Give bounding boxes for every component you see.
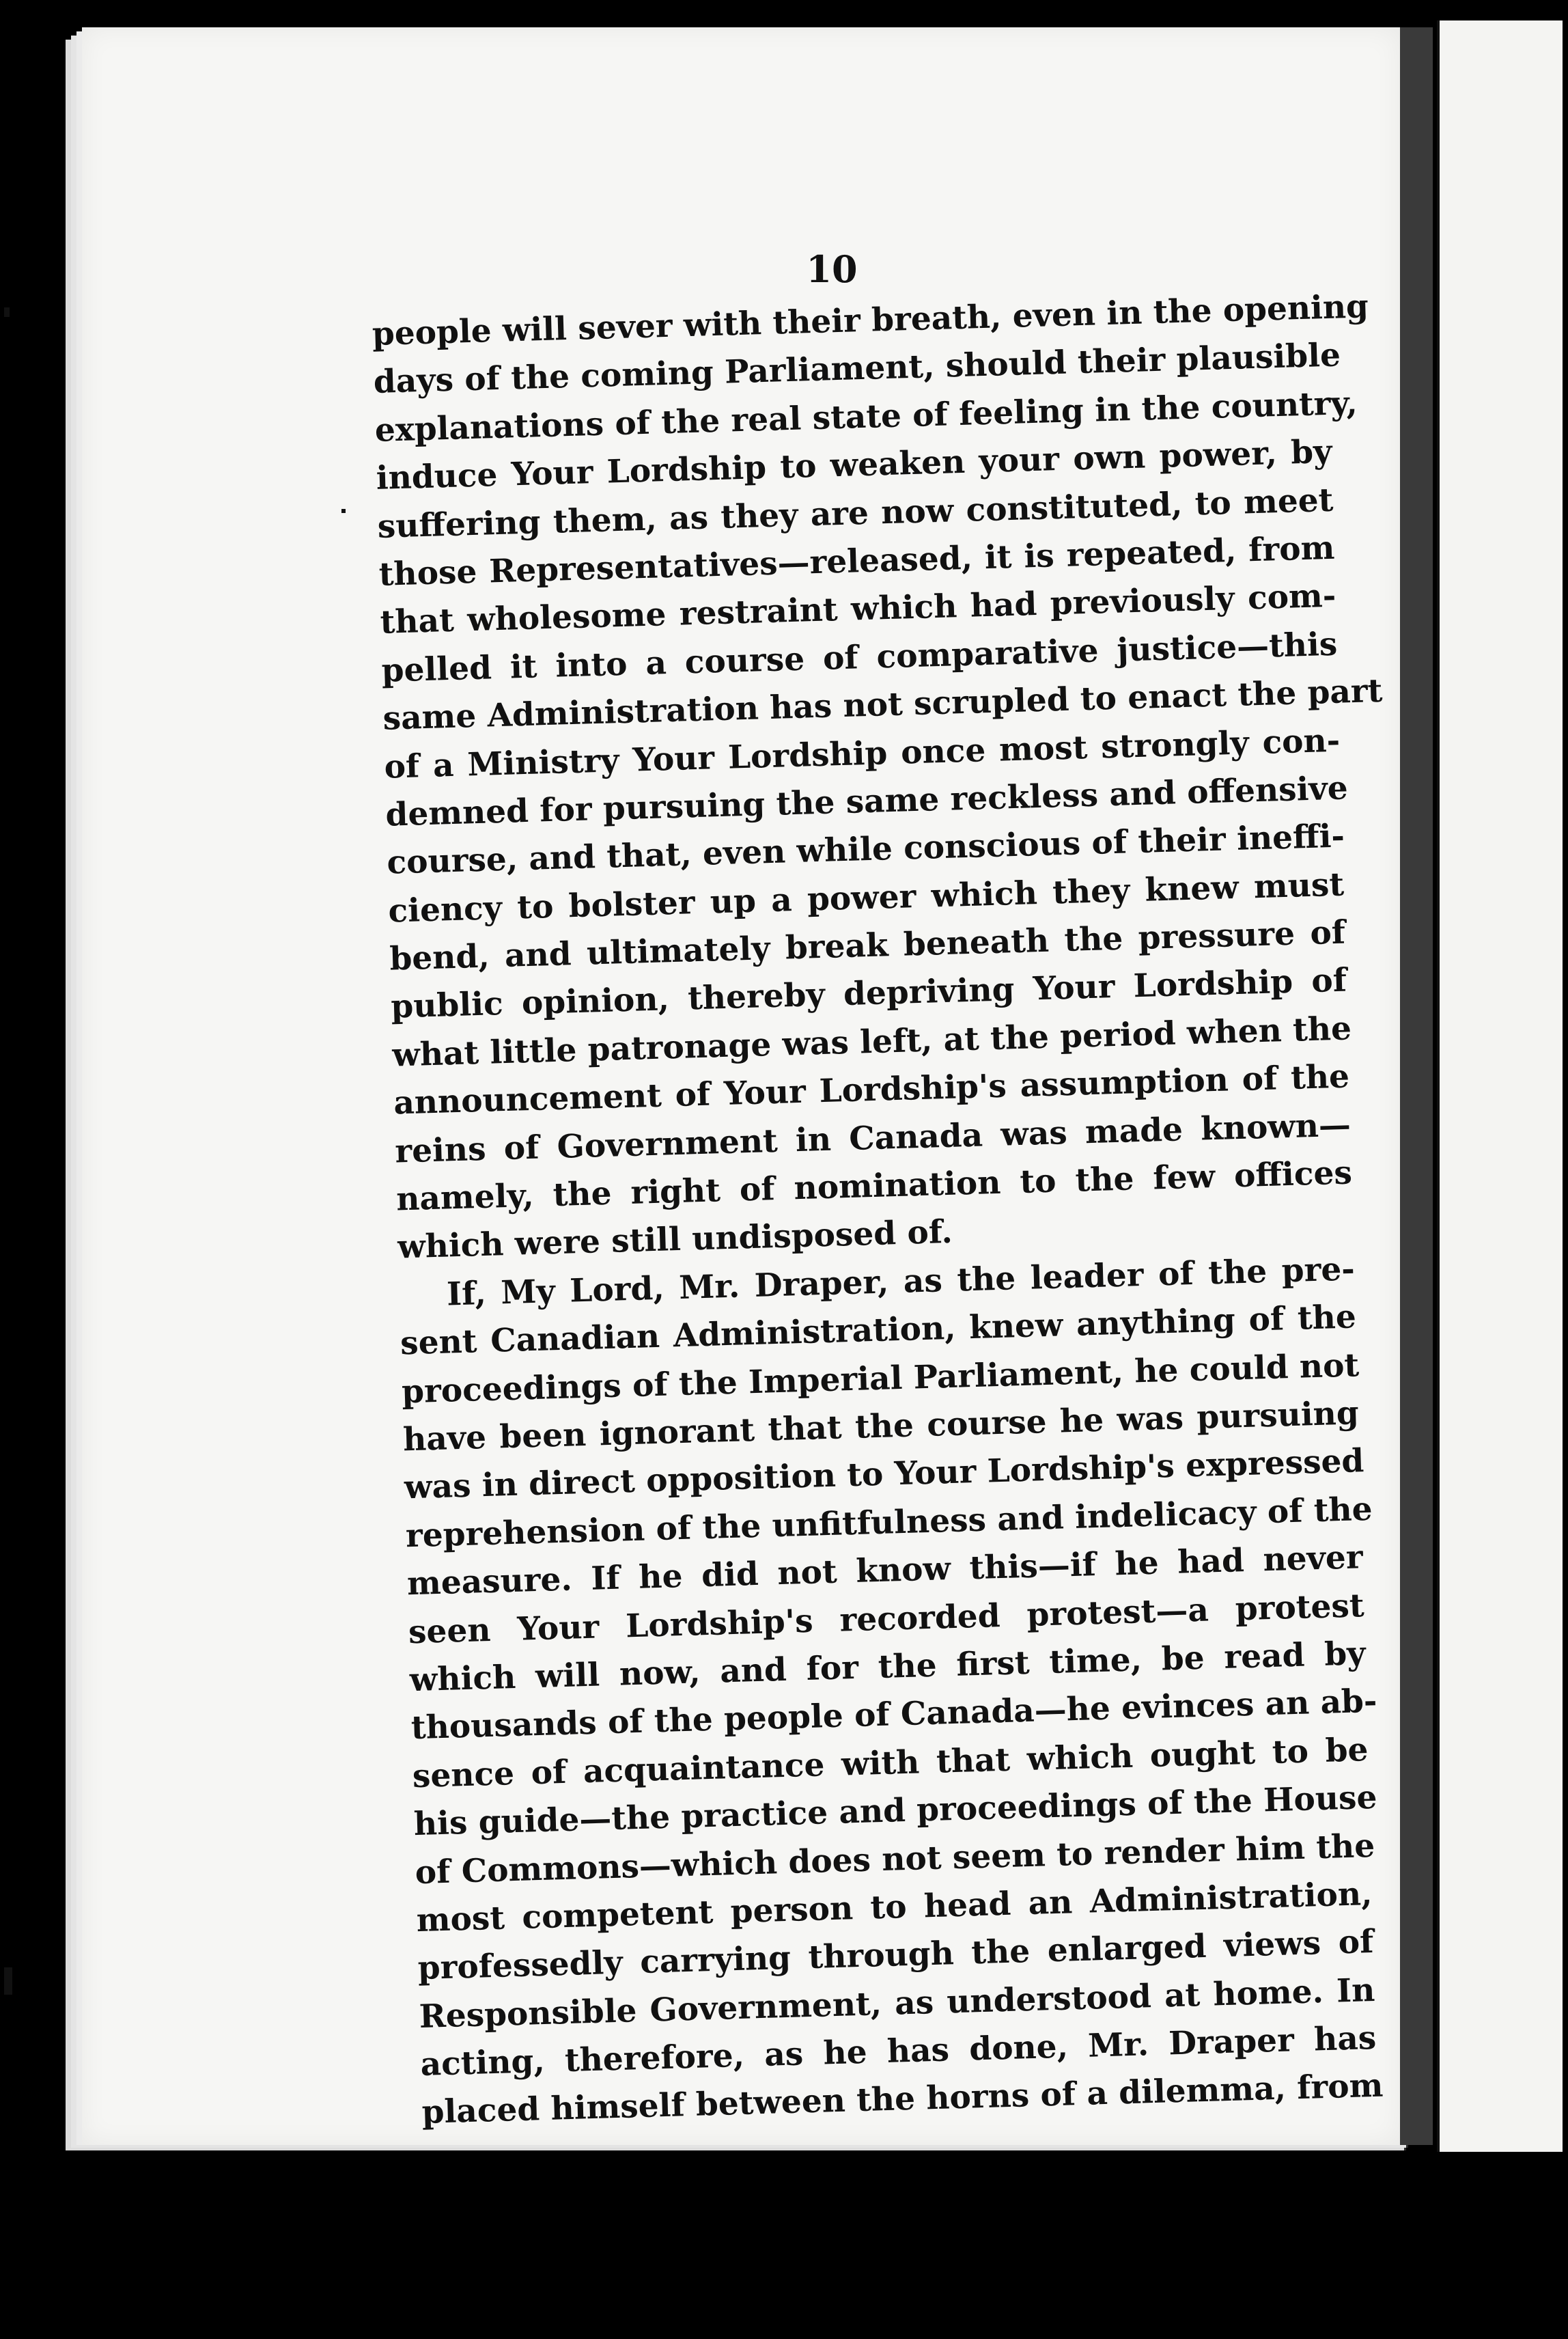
text-line: his guide—the practice and proceedings of the House bbox=[413, 1778, 1378, 1844]
facing-page-edge bbox=[1437, 20, 1563, 2152]
text-line: what little patronage was left, at the period when the bbox=[391, 1010, 1352, 1075]
text-line: Responsible Government, as understood at home. In bbox=[418, 1971, 1375, 2036]
text-line: course, and that, even while conscious of their ineffi- bbox=[386, 817, 1345, 882]
text-line: that wholesome restraint which had previously com- bbox=[379, 577, 1336, 642]
text-line: If, My Lord, Mr. Draper, as the leader of the pre- bbox=[446, 1250, 1356, 1314]
body-text bbox=[372, 284, 1384, 2137]
text-line: of Commons—which does not seem to render him the bbox=[415, 1827, 1375, 1892]
text-line: which will now, and for the first time, be read by bbox=[409, 1635, 1367, 1700]
text-line: pelled it into a course of comparative justice—this bbox=[380, 625, 1338, 690]
text-line: was in direct opposition to Your Lordship's expressed bbox=[404, 1442, 1364, 1507]
text-line: namely, the right of nomination to the few offices bbox=[395, 1154, 1353, 1219]
text-line: sence of acquaintance with that which ought to be bbox=[412, 1730, 1369, 1795]
text-line: have been ignorant that the course he was pursuing bbox=[402, 1394, 1360, 1459]
scan-speck bbox=[4, 307, 10, 317]
text-line: explanations of the real state of feeling in the country, bbox=[374, 384, 1358, 449]
page-number: 10 bbox=[806, 247, 858, 291]
text-line: reins of Government in Canada was made known— bbox=[394, 1106, 1352, 1171]
text-line: which were still undisposed of. bbox=[397, 1213, 953, 1267]
text-line: public opinion, thereby depriving Your Lordship of bbox=[390, 961, 1347, 1027]
scan-speck bbox=[4, 1967, 12, 1995]
text-line: demned for pursuing the same reckless and offensive bbox=[384, 769, 1349, 834]
text-line: same Administration has not scrupled to enact the part bbox=[382, 672, 1384, 738]
text-line: measure. If he did not know this—if he had never bbox=[406, 1538, 1364, 1603]
text-line: those Representatives—released, it is repeated, from bbox=[378, 529, 1336, 594]
text-line: placed himself between the horns of a dilemma, from bbox=[421, 2067, 1384, 2132]
text-line: ciency to bolster up a power which they knew must bbox=[387, 866, 1345, 930]
text-line: induce Your Lordship to weaken your own power, by bbox=[376, 432, 1333, 498]
gutter-shadow bbox=[1400, 27, 1433, 2145]
text-line: people will sever with their breath, even in the opening bbox=[372, 288, 1369, 353]
text-line: bend, and ultimately break beneath the pressure of bbox=[389, 913, 1346, 978]
text-line: professedly carrying through the enlarged views of bbox=[417, 1923, 1375, 1988]
text-line: of a Ministry Your Lordship once most strongly con- bbox=[383, 721, 1341, 786]
text-line: sent Canadian Administration, knew anything of the bbox=[400, 1298, 1357, 1363]
text-line: suffering them, as they are now constituted, to meet bbox=[377, 481, 1334, 546]
text-line: reprehension of the unfitfulness and indelicacy of the bbox=[405, 1490, 1373, 1555]
text-line: thousands of the people of Canada—he evinces an ab- bbox=[410, 1683, 1378, 1747]
scan-speck bbox=[341, 509, 346, 513]
text-line: acting, therefore, as he has done, Mr. Draper has bbox=[419, 2019, 1377, 2084]
text-line: proceedings of the Imperial Parliament, he could not bbox=[401, 1346, 1360, 1411]
text-line: seen Your Lordship's recorded protest—a protest bbox=[408, 1586, 1365, 1651]
text-line: most competent person to head an Administration, bbox=[416, 1874, 1373, 1939]
text-line: announcement of Your Lordship's assumption of the bbox=[393, 1057, 1350, 1122]
text-line: days of the coming Parliament, should their plausible bbox=[373, 336, 1341, 402]
